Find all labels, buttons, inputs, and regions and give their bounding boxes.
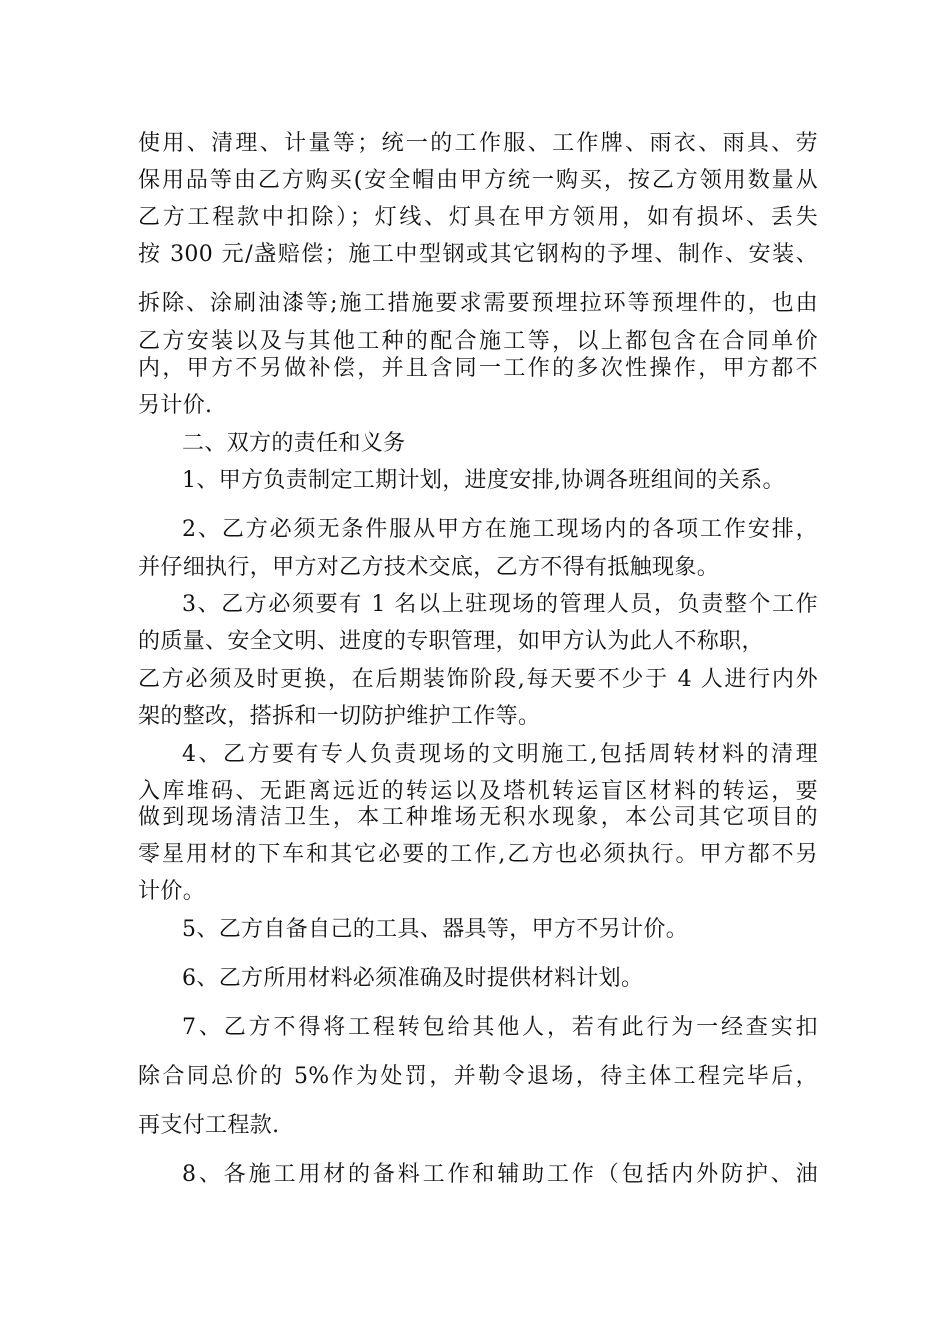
text-line: 零星用材的下车和其它必要的工作,乙方也必须执行。甲方都不另 [138,842,818,867]
text-line: 并仔细执行，甲方对乙方技术交底，乙方不得有抵触现象。 [138,555,720,580]
text-line: 做到现场清洁卫生，本工种堆场无积水现象，本公司其它项目的 [138,805,818,830]
text-line: 架的整改，搭拆和一切防护维护工作等。 [138,704,541,729]
text-line: 再支付工程款. [138,1113,280,1138]
text-line: 8、各施工用材的备料工作和辅助工作（包括内外防护、油 [182,1162,818,1187]
text-line: 的质量、安全文明、进度的专职管理，如甲方认为此人不称职， [138,629,764,654]
text-line: 3、乙方必须要有 1 名以上驻现场的管理人员，负责整个工作 [182,592,818,617]
text-line: 1、甲方负责制定工期计划，进度安排,协调各班组间的关系。 [182,468,785,493]
text-line: 4、乙方要有专人负责现场的文明施工,包括周转材料的清理 [182,742,818,767]
text-line: 5、乙方自备自己的工具、器具等，甲方不另计价。 [182,917,689,942]
text-line: 7、乙方不得将工程转包给其他人，若有此行为一经查实扣 [182,1015,818,1040]
text-line: 保用品等由乙方购买(安全帽由甲方统一购买，按乙方领用数量从 [138,168,818,193]
text-line: 另计价. [138,393,213,418]
section-heading: 二、双方的责任和义务 [182,431,406,456]
text-line: 入库堆码、无距离远近的转运以及塔机转运盲区材料的转运，要 [138,779,818,804]
text-line: 乙方安装以及与其他工种的配合施工等，以上都包含在合同单价 [138,329,818,354]
text-line: 6、乙方所用材料必须准确及时提供材料计划。 [182,966,644,991]
text-line: 除合同总价的 5%作为处罚，并勒令退场，待主体工程完毕后， [138,1064,818,1089]
text-line: 按 300 元/盏赔偿；施工中型钢或其它钢构的予埋、制作、安装、 [138,242,818,267]
text-line: 乙方工程款中扣除）；灯线、灯具在甲方领用，如有损坏、丢失 [138,205,818,230]
text-line: 拆除、涂刷油漆等;施工措施要求需要预埋拉环等预埋件的，也由 [138,291,818,316]
text-line: 乙方必须及时更换，在后期装饰阶段,每天要不少于 4 人进行内外 [138,667,818,692]
text-line: 使用、清理、计量等；统一的工作服、工作牌、雨衣、雨具、劳 [138,131,818,156]
text-line: 内，甲方不另做补偿，并且含同一工作的多次性操作，甲方都不 [138,356,818,381]
text-line: 计价。 [138,879,206,904]
text-line: 2、乙方必须无条件服从甲方在施工现场内的各项工作安排， [182,517,818,542]
